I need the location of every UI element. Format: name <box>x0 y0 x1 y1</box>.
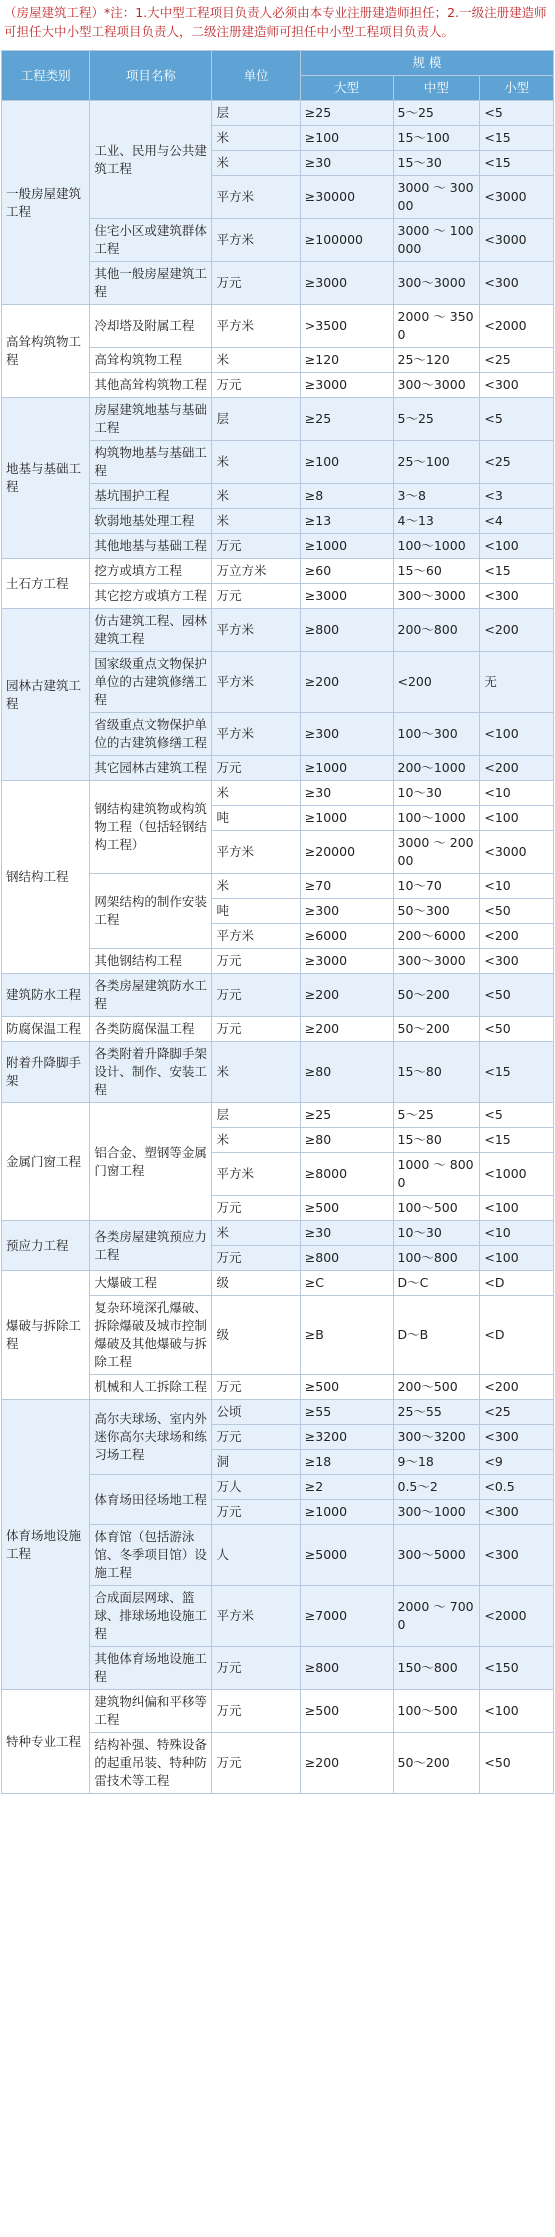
item-name-cell: 体育场田径场地工程 <box>90 1475 212 1525</box>
small-scale-cell: <5 <box>480 1103 554 1128</box>
large-scale-cell: ≥300 <box>300 713 393 756</box>
table-row <box>2 559 554 584</box>
unit-cell: 米 <box>212 509 300 534</box>
medium-scale-cell: 300～3000 <box>393 373 480 398</box>
small-scale-cell: 无 <box>480 652 554 713</box>
item-name-cell: 工业、民用与公共建筑工程 <box>90 101 212 219</box>
large-scale-cell: ≥500 <box>300 1690 393 1733</box>
item-name-cell: 冷却塔及附属工程 <box>90 305 212 348</box>
small-scale-cell: <3000 <box>480 176 554 219</box>
item-name-cell: 各类房屋建筑预应力工程 <box>90 1221 212 1271</box>
medium-scale-cell: 3000 ～ 20000 <box>393 831 480 874</box>
unit-cell: 平方米 <box>212 924 300 949</box>
large-scale-cell: ≥800 <box>300 609 393 652</box>
small-scale-cell: <25 <box>480 348 554 373</box>
small-scale-cell: <15 <box>480 559 554 584</box>
large-scale-cell: ≥18 <box>300 1450 393 1475</box>
large-scale-cell: ≥3000 <box>300 584 393 609</box>
medium-scale-cell: 200～500 <box>393 1375 480 1400</box>
category-cell: 金属门窗工程 <box>2 1103 90 1221</box>
unit-cell: 万元 <box>212 262 300 305</box>
category-cell: 建筑防水工程 <box>2 974 90 1017</box>
large-scale-cell: ≥500 <box>300 1196 393 1221</box>
unit-cell: 平方米 <box>212 1586 300 1647</box>
large-scale-cell: ≥80 <box>300 1042 393 1103</box>
small-scale-cell: <300 <box>480 949 554 974</box>
unit-cell: 平方米 <box>212 305 300 348</box>
large-scale-cell: ≥60 <box>300 559 393 584</box>
item-name-cell: 房屋建筑地基与基础工程 <box>90 398 212 441</box>
large-scale-cell: ≥100 <box>300 441 393 484</box>
table-row <box>2 1221 554 1246</box>
small-scale-cell: <50 <box>480 899 554 924</box>
small-scale-cell: <25 <box>480 441 554 484</box>
small-scale-cell: <5 <box>480 101 554 126</box>
large-scale-cell: ≥3000 <box>300 949 393 974</box>
large-scale-cell: ≥13 <box>300 509 393 534</box>
medium-scale-cell: 200～1000 <box>393 756 480 781</box>
item-name-cell: 其它挖方或填方工程 <box>90 584 212 609</box>
medium-scale-cell: 10～70 <box>393 874 480 899</box>
large-scale-cell: ≥200 <box>300 1017 393 1042</box>
unit-cell: 米 <box>212 348 300 373</box>
small-scale-cell: <50 <box>480 974 554 1017</box>
item-name-cell: 建筑物纠偏和平移等工程 <box>90 1690 212 1733</box>
item-name-cell: 钢结构建筑物或构筑物工程（包括轻钢结构工程） <box>90 781 212 874</box>
small-scale-cell: <200 <box>480 609 554 652</box>
header-unit: 单位 <box>212 51 300 101</box>
large-scale-cell: ≥25 <box>300 398 393 441</box>
header-large: 大型 <box>300 76 393 101</box>
small-scale-cell: <10 <box>480 781 554 806</box>
category-cell: 附着升降脚手架 <box>2 1042 90 1103</box>
medium-scale-cell: 3～8 <box>393 484 480 509</box>
medium-scale-cell: D～C <box>393 1271 480 1296</box>
large-scale-cell: ≥800 <box>300 1647 393 1690</box>
medium-scale-cell: 50～200 <box>393 1733 480 1794</box>
unit-cell: 万元 <box>212 1196 300 1221</box>
unit-cell: 万元 <box>212 1500 300 1525</box>
item-name-cell: 基坑围护工程 <box>90 484 212 509</box>
large-scale-cell: ≥20000 <box>300 831 393 874</box>
item-name-cell: 其他地基与基础工程 <box>90 534 212 559</box>
item-name-cell: 各类房屋建筑防水工程 <box>90 974 212 1017</box>
small-scale-cell: <100 <box>480 1196 554 1221</box>
large-scale-cell: ≥120 <box>300 348 393 373</box>
large-scale-cell: ≥55 <box>300 1400 393 1425</box>
medium-scale-cell: 10～30 <box>393 1221 480 1246</box>
item-name-cell: 其他钢结构工程 <box>90 949 212 974</box>
item-name-cell: 构筑物地基与基础工程 <box>90 441 212 484</box>
table-row <box>2 101 554 126</box>
unit-cell: 万元 <box>212 534 300 559</box>
header-scale: 规 模 <box>300 51 553 76</box>
unit-cell: 米 <box>212 1221 300 1246</box>
large-scale-cell: ≥8 <box>300 484 393 509</box>
unit-cell: 平方米 <box>212 1153 300 1196</box>
item-name-cell: 挖方或填方工程 <box>90 559 212 584</box>
large-scale-cell: ≥30 <box>300 781 393 806</box>
category-cell: 预应力工程 <box>2 1221 90 1271</box>
table-row <box>2 1042 554 1103</box>
item-name-cell: 高尔夫球场、室内外迷你高尔夫球场和练习场工程 <box>90 1400 212 1475</box>
item-name-cell: 其他高耸构筑物工程 <box>90 373 212 398</box>
large-scale-cell: ≥1000 <box>300 534 393 559</box>
large-scale-cell: ≥300 <box>300 899 393 924</box>
unit-cell: 层 <box>212 101 300 126</box>
item-name-cell: 各类防腐保温工程 <box>90 1017 212 1042</box>
small-scale-cell: <0.5 <box>480 1475 554 1500</box>
medium-scale-cell: 100～800 <box>393 1246 480 1271</box>
item-name-cell: 软弱地基处理工程 <box>90 509 212 534</box>
item-name-cell: 各类附着升降脚手架设计、制作、安装工程 <box>90 1042 212 1103</box>
item-name-cell: 省级重点文物保护单位的古建筑修缮工程 <box>90 713 212 756</box>
small-scale-cell: <200 <box>480 756 554 781</box>
large-scale-cell: ≥500 <box>300 1375 393 1400</box>
large-scale-cell: ≥7000 <box>300 1586 393 1647</box>
small-scale-cell: <D <box>480 1271 554 1296</box>
medium-scale-cell: 100～500 <box>393 1196 480 1221</box>
unit-cell: 吨 <box>212 899 300 924</box>
large-scale-cell: ≥200 <box>300 652 393 713</box>
large-scale-cell: ≥6000 <box>300 924 393 949</box>
medium-scale-cell: 25～55 <box>393 1400 480 1425</box>
medium-scale-cell: 300～3200 <box>393 1425 480 1450</box>
small-scale-cell: <15 <box>480 151 554 176</box>
medium-scale-cell: 1000 ～ 8000 <box>393 1153 480 1196</box>
small-scale-cell: <15 <box>480 1042 554 1103</box>
small-scale-cell: <5 <box>480 398 554 441</box>
medium-scale-cell: 3000 ～ 30000 <box>393 176 480 219</box>
large-scale-cell: ≥100000 <box>300 219 393 262</box>
category-cell: 园林古建筑工程 <box>2 609 90 781</box>
large-scale-cell: ≥200 <box>300 1733 393 1794</box>
medium-scale-cell: 2000 ～ 3500 <box>393 305 480 348</box>
small-scale-cell: <300 <box>480 262 554 305</box>
small-scale-cell: <300 <box>480 1525 554 1586</box>
large-scale-cell: ≥25 <box>300 101 393 126</box>
small-scale-cell: <15 <box>480 126 554 151</box>
large-scale-cell: ≥2 <box>300 1475 393 1500</box>
large-scale-cell: ≥200 <box>300 974 393 1017</box>
category-cell: 钢结构工程 <box>2 781 90 974</box>
medium-scale-cell: 100～300 <box>393 713 480 756</box>
table-header-row <box>2 51 554 76</box>
small-scale-cell: <200 <box>480 1375 554 1400</box>
unit-cell: 万立方米 <box>212 559 300 584</box>
unit-cell: 平方米 <box>212 219 300 262</box>
medium-scale-cell: 100～500 <box>393 1690 480 1733</box>
medium-scale-cell: 15～100 <box>393 126 480 151</box>
small-scale-cell: <300 <box>480 1425 554 1450</box>
medium-scale-cell: 15～80 <box>393 1042 480 1103</box>
item-name-cell: 住宅小区或建筑群体工程 <box>90 219 212 262</box>
medium-scale-cell: 100～1000 <box>393 534 480 559</box>
item-name-cell: 其他一般房屋建筑工程 <box>90 262 212 305</box>
item-name-cell: 合成面层网球、篮球、排球场地设施工程 <box>90 1586 212 1647</box>
medium-scale-cell: 10～30 <box>393 781 480 806</box>
medium-scale-cell: 15～60 <box>393 559 480 584</box>
item-name-cell: 复杂环境深孔爆破、拆除爆破及城市控制爆破及其他爆破与拆除工程 <box>90 1296 212 1375</box>
unit-cell: 米 <box>212 874 300 899</box>
small-scale-cell: <100 <box>480 713 554 756</box>
category-cell: 防腐保温工程 <box>2 1017 90 1042</box>
scope-note: （房屋建筑工程）*注：1.大中型工程项目负责人必须由本专业注册建造师担任；2.一级注册建造师可担任大中小型工程项目负责人，二级注册建造师可担任中小型工程项目负责人。 <box>4 5 547 39</box>
large-scale-cell: ≥B <box>300 1296 393 1375</box>
category-cell: 特种专业工程 <box>2 1690 90 1794</box>
category-cell: 地基与基础工程 <box>2 398 90 559</box>
unit-cell: 米 <box>212 1128 300 1153</box>
medium-scale-cell: 150～800 <box>393 1647 480 1690</box>
unit-cell: 万元 <box>212 584 300 609</box>
medium-scale-cell: 300～3000 <box>393 949 480 974</box>
large-scale-cell: ≥1000 <box>300 806 393 831</box>
small-scale-cell: <2000 <box>480 305 554 348</box>
large-scale-cell: ≥1000 <box>300 1500 393 1525</box>
header-small: 小型 <box>480 76 554 101</box>
small-scale-cell: <300 <box>480 373 554 398</box>
unit-cell: 万元 <box>212 1246 300 1271</box>
unit-cell: 米 <box>212 151 300 176</box>
item-name-cell: 结构补强、特殊设备的起重吊装、特种防雷技术等工程 <box>90 1733 212 1794</box>
large-scale-cell: ≥800 <box>300 1246 393 1271</box>
category-cell: 体育场地设施工程 <box>2 1400 90 1690</box>
medium-scale-cell: 9～18 <box>393 1450 480 1475</box>
table-row <box>2 305 554 348</box>
unit-cell: 米 <box>212 126 300 151</box>
small-scale-cell: <200 <box>480 924 554 949</box>
small-scale-cell: <100 <box>480 534 554 559</box>
table-row <box>2 1103 554 1128</box>
item-name-cell: 仿古建筑工程、园林建筑工程 <box>90 609 212 652</box>
table-row <box>2 1271 554 1296</box>
item-name-cell: 体育馆（包括游泳馆、冬季项目馆）设施工程 <box>90 1525 212 1586</box>
medium-scale-cell: 300～1000 <box>393 1500 480 1525</box>
large-scale-cell: ≥C <box>300 1271 393 1296</box>
project-scale-table <box>1 50 554 1794</box>
small-scale-cell: <2000 <box>480 1586 554 1647</box>
unit-cell: 米 <box>212 1042 300 1103</box>
large-scale-cell: ≥30 <box>300 151 393 176</box>
unit-cell: 平方米 <box>212 609 300 652</box>
medium-scale-cell: 2000 ～ 7000 <box>393 1586 480 1647</box>
small-scale-cell: <10 <box>480 1221 554 1246</box>
small-scale-cell: <300 <box>480 584 554 609</box>
large-scale-cell: ≥5000 <box>300 1525 393 1586</box>
medium-scale-cell: 25～120 <box>393 348 480 373</box>
item-name-cell: 高耸构筑物工程 <box>90 348 212 373</box>
medium-scale-cell: 300～3000 <box>393 262 480 305</box>
category-cell: 高耸构筑物工程 <box>2 305 90 398</box>
large-scale-cell: ≥80 <box>300 1128 393 1153</box>
large-scale-cell: ≥8000 <box>300 1153 393 1196</box>
small-scale-cell: <100 <box>480 1246 554 1271</box>
medium-scale-cell: 5～25 <box>393 398 480 441</box>
small-scale-cell: <3000 <box>480 219 554 262</box>
unit-cell: 平方米 <box>212 652 300 713</box>
large-scale-cell: >3500 <box>300 305 393 348</box>
medium-scale-cell: 300～5000 <box>393 1525 480 1586</box>
unit-cell: 万人 <box>212 1475 300 1500</box>
table-row <box>2 781 554 806</box>
small-scale-cell: <10 <box>480 874 554 899</box>
large-scale-cell: ≥70 <box>300 874 393 899</box>
small-scale-cell: <100 <box>480 1690 554 1733</box>
unit-cell: 万元 <box>212 949 300 974</box>
item-name-cell: 铝合金、塑钢等金属门窗工程 <box>90 1103 212 1221</box>
unit-cell: 吨 <box>212 806 300 831</box>
small-scale-cell: <50 <box>480 1017 554 1042</box>
medium-scale-cell: 15～80 <box>393 1128 480 1153</box>
large-scale-cell: ≥30000 <box>300 176 393 219</box>
header-medium: 中型 <box>393 76 480 101</box>
small-scale-cell: <D <box>480 1296 554 1375</box>
unit-cell: 公顷 <box>212 1400 300 1425</box>
unit-cell: 平方米 <box>212 831 300 874</box>
medium-scale-cell: 200～6000 <box>393 924 480 949</box>
medium-scale-cell: <200 <box>393 652 480 713</box>
medium-scale-cell: 3000 ～ 100000 <box>393 219 480 262</box>
table-row <box>2 609 554 652</box>
large-scale-cell: ≥3200 <box>300 1425 393 1450</box>
large-scale-cell: ≥30 <box>300 1221 393 1246</box>
small-scale-cell: <3000 <box>480 831 554 874</box>
medium-scale-cell: 5～25 <box>393 101 480 126</box>
category-cell: 土石方工程 <box>2 559 90 609</box>
unit-cell: 米 <box>212 484 300 509</box>
medium-scale-cell: 4～13 <box>393 509 480 534</box>
medium-scale-cell: 200～800 <box>393 609 480 652</box>
unit-cell: 人 <box>212 1525 300 1586</box>
unit-cell: 万元 <box>212 1425 300 1450</box>
large-scale-cell: ≥1000 <box>300 756 393 781</box>
large-scale-cell: ≥100 <box>300 126 393 151</box>
unit-cell: 洞 <box>212 1450 300 1475</box>
unit-cell: 级 <box>212 1271 300 1296</box>
item-name-cell: 国家级重点文物保护单位的古建筑修缮工程 <box>90 652 212 713</box>
small-scale-cell: <9 <box>480 1450 554 1475</box>
table-row <box>2 1017 554 1042</box>
unit-cell: 万元 <box>212 1647 300 1690</box>
unit-cell: 米 <box>212 441 300 484</box>
unit-cell: 米 <box>212 781 300 806</box>
category-cell: 爆破与拆除工程 <box>2 1271 90 1400</box>
large-scale-cell: ≥3000 <box>300 373 393 398</box>
item-name-cell: 机械和人工拆除工程 <box>90 1375 212 1400</box>
medium-scale-cell: 0.5～2 <box>393 1475 480 1500</box>
table-row <box>2 398 554 441</box>
large-scale-cell: ≥25 <box>300 1103 393 1128</box>
small-scale-cell: <4 <box>480 509 554 534</box>
medium-scale-cell: 5～25 <box>393 1103 480 1128</box>
small-scale-cell: <300 <box>480 1500 554 1525</box>
small-scale-cell: <1000 <box>480 1153 554 1196</box>
unit-cell: 级 <box>212 1296 300 1375</box>
medium-scale-cell: 50～300 <box>393 899 480 924</box>
medium-scale-cell: 15～30 <box>393 151 480 176</box>
small-scale-cell: <3 <box>480 484 554 509</box>
header-category: 工程类别 <box>2 51 90 101</box>
unit-cell: 层 <box>212 1103 300 1128</box>
medium-scale-cell: 50～200 <box>393 974 480 1017</box>
small-scale-cell: <25 <box>480 1400 554 1425</box>
large-scale-cell: ≥3000 <box>300 262 393 305</box>
unit-cell: 万元 <box>212 1690 300 1733</box>
unit-cell: 平方米 <box>212 713 300 756</box>
header-item: 项目名称 <box>90 51 212 101</box>
small-scale-cell: <150 <box>480 1647 554 1690</box>
unit-cell: 层 <box>212 398 300 441</box>
small-scale-cell: <15 <box>480 1128 554 1153</box>
item-name-cell: 其它园林古建筑工程 <box>90 756 212 781</box>
unit-cell: 万元 <box>212 1375 300 1400</box>
unit-cell: 万元 <box>212 373 300 398</box>
medium-scale-cell: 300～3000 <box>393 584 480 609</box>
small-scale-cell: <100 <box>480 806 554 831</box>
table-row <box>2 1400 554 1425</box>
unit-cell: 万元 <box>212 756 300 781</box>
medium-scale-cell: 100～1000 <box>393 806 480 831</box>
item-name-cell: 大爆破工程 <box>90 1271 212 1296</box>
small-scale-cell: <50 <box>480 1733 554 1794</box>
medium-scale-cell: 50～200 <box>393 1017 480 1042</box>
unit-cell: 平方米 <box>212 176 300 219</box>
unit-cell: 万元 <box>212 1017 300 1042</box>
item-name-cell: 其他体育场地设施工程 <box>90 1647 212 1690</box>
medium-scale-cell: 25～100 <box>393 441 480 484</box>
medium-scale-cell: D～B <box>393 1296 480 1375</box>
table-row <box>2 974 554 1017</box>
category-cell: 一般房屋建筑工程 <box>2 101 90 305</box>
unit-cell: 万元 <box>212 974 300 1017</box>
item-name-cell: 网架结构的制作安装工程 <box>90 874 212 949</box>
unit-cell: 万元 <box>212 1733 300 1794</box>
table-row <box>2 1690 554 1733</box>
